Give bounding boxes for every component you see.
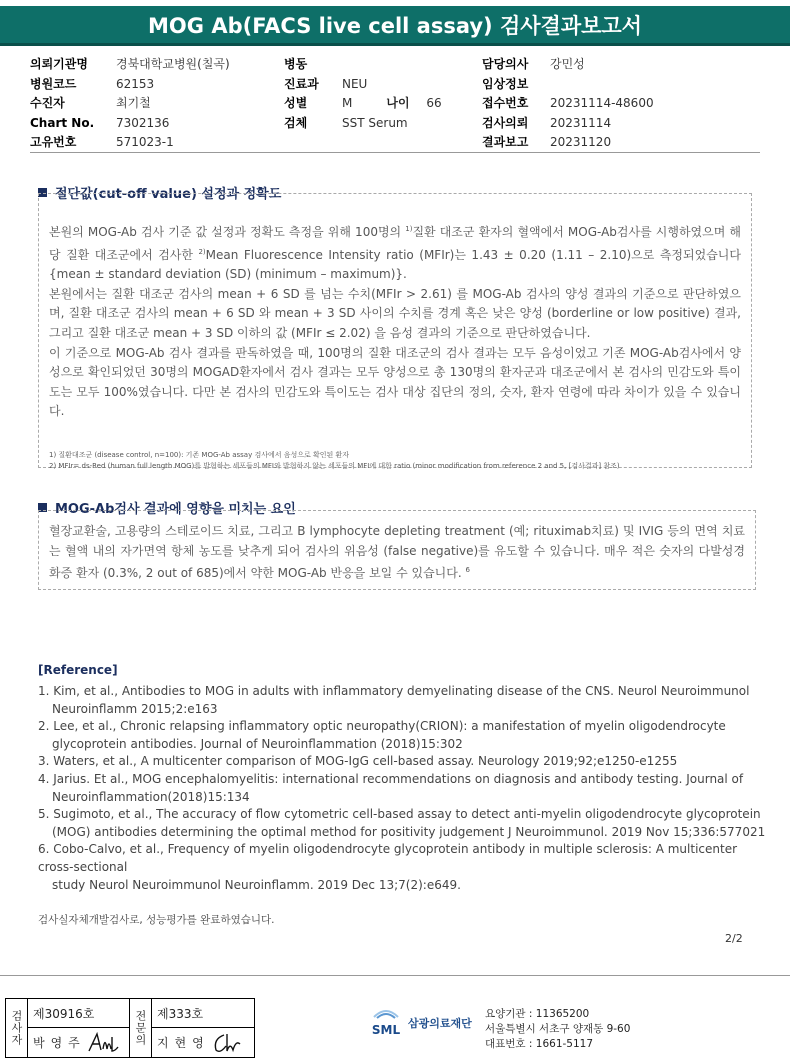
institution-info: [485, 1007, 630, 1052]
info-row-patient-name: 수진자 최기철: [30, 96, 151, 110]
divider: [30, 152, 760, 153]
section-factors-title: MOG-Ab검사 결과에 영향을 미치는 요인: [38, 498, 296, 517]
info-row-department: 진료과 NEU: [284, 76, 368, 91]
info-row-report-date: 결과보고 20231120: [482, 135, 612, 149]
tester-license-no: 제30916호: [28, 999, 129, 1028]
factors-box: [38, 510, 756, 590]
info-row-ward: 병동: [284, 57, 308, 71]
info-row-sex-age: 성별 M 나이 66: [284, 94, 442, 114]
reference-item: 1. Kim, et al., Antibodies to MOG in adults with inflammatory demyelinating disease of the CNS. Neurol Neuroimmunol Neuroinflamm 2015;2:e163: [38, 684, 750, 716]
info-row-doctor: 담당의사 강민성: [482, 57, 585, 71]
info-row-request-date: 검사의뢰 20231114: [482, 115, 612, 130]
specialist-name-cell: [152, 1028, 254, 1057]
specialist-license-no: 제333호: [152, 999, 254, 1028]
tester-name: 박영주: [33, 1036, 86, 1050]
page-number: 2/2: [725, 932, 743, 945]
institution-phone: 대표번호 : 1661-5117: [485, 1038, 594, 1050]
validation-note: 검사실자체개발검사로, 성능평가를 완료하였습니다.: [38, 914, 275, 926]
cutoff-box: [38, 193, 752, 468]
institution-code: 요양기관 : 11365200: [485, 1008, 590, 1020]
reference-item: 5. Sugimoto, et al., The accuracy of flow cytometric cell-based assay to detect anti-myelin oligodendrocyte glycoprotein (MOG) antibodies determining the optimal method for positivity judgement J Neuroimmunol. 2019 Nov 15;336:577021: [38, 807, 766, 839]
reference-item-6: 6. Cobo-Calvo, et al., Frequency of myelin oligodendrocyte glycoprotein antibody in multiple sclerosis: A multicenter cross-sectional study Neurol Neuroimmunol Neuroinflamm. 2019 Dec 13;7(2):e649.: [38, 842, 738, 892]
cutoff-paragraph-2: 본원에서는 질환 대조군 검사의 mean + 6 SD 를 넘는 수치(MFIr > 2.61) 를 MOG-Ab 검사의 양성 결과의 기준으로 판단하였으며, 질환 대조군 검사의 mean + 6 SD 와 mean + 3 SD 사이의 수치를 경계 혹은 낮은 양성 (borderline or low positive) 결과, 그리고 질환 대조군 mean + 3 SD 이하의 값 (MFIr ≤ 2.02) 을 음성 결과의 기준으로 판단하였습니다.: [49, 286, 741, 340]
patient-info-middle: [284, 55, 442, 133]
age-label: 나이: [386, 96, 410, 110]
tester-label-text: 검사자: [10, 1010, 23, 1046]
reference-item: 4. Jarius. Et al., MOG encephalomyelitis: international recommendations on diagnosis and antibody testing. Journal of Neuroinflammation(2018)15:134: [38, 771, 744, 804]
cutoff-paragraph-1: 본원의 MOG-Ab 검사 기준 값 설정과 정확도 측정을 위해 100명의 $^{1)}$질환 대조군 환자의 혈액에서 MOG-Ab검사를 시행하였으며 해당 질환 대조군에서 검사한 $^{2)}$Mean Fluorescence Intensity ratio (MFIr)는 1.43 ± 0.20 (1.11 – 2.10)으로 측정되었습니다 {mean ± standard deviation (SD) (minimum – maximum)}.: [49, 225, 741, 282]
info-row-requesting-institution: 의뢰기관명 경북대학교병원(칠곡): [30, 57, 230, 71]
specialist-signature-image: [210, 1030, 244, 1056]
patient-info-left: [30, 55, 230, 153]
specialist-name: 지현영: [157, 1036, 210, 1050]
age-value: 66: [426, 96, 442, 110]
institution-name: 삼광의료재단: [408, 1017, 472, 1030]
section-cutoff-title: 절단값(cut-off value) 설정과 정확도: [38, 183, 281, 202]
tester-column: [28, 999, 130, 1057]
reference-item: 2. Lee, et al., Chronic relapsing inflammatory optic neuropathy(CRION): a manifestation of myelin oligodendrocyte glycoprotein antibodies. Journal of Neuroinflammation (2018)15:302: [38, 719, 726, 751]
institution-address: 서울특별시 서초구 양재동 9-60: [485, 1023, 631, 1035]
footer-divider: [0, 975, 790, 976]
report-title: MOG Ab(FACS live cell assay) 검사결과보고서: [0, 6, 790, 46]
tester-name-cell: [28, 1028, 129, 1057]
sml-logo-icon: [368, 1005, 404, 1041]
info-row-receipt-no: 접수번호 20231114-48600: [482, 96, 654, 110]
footnote-2: 2) MFIr= ds-Red (human full length MOG)를 발현하는 세포들의 MFI와 발현하지 않는 세포들의 MFI에 대한 ratio (minor modification from reference 2 and 5, [검사결과] 참조): [49, 461, 620, 470]
info-row-chart-no: Chart No. 7302136: [30, 115, 170, 130]
reference-title: [Reference]: [38, 663, 118, 677]
info-row-hospital-code: 병원코드 62153: [30, 76, 155, 91]
specialist-label: [130, 999, 152, 1057]
cutoff-paragraph-3: 이 기준으로 MOG-Ab 검사 결과를 판독하였을 때, 100명의 질환 대조군의 검사 결과는 모두 음성이었고 기존 MOG-Ab검사에서 양성으로 확인되었던 30명의 MOGAD환자에서 검사 결과는 모두 양성으로 총 130명의 환자군과 대조군에서 본 검사의 민감도와 특이도는 모두 100%였습니다. 다만 본 검사의 민감도와 특이도는 검사 대상 집단의 정의, 숫자, 환자 연령에 따라 차이가 있을 수 있습니다.: [49, 345, 741, 419]
info-row-unique-id: 고유번호 571023-1: [30, 135, 174, 149]
patient-info-right: [482, 55, 654, 153]
info-row-specimen: 검체 SST Serum: [284, 115, 408, 130]
footnote-1: 1) 질환대조군 (disease control, n=100): 기존 MOG-Ab assay 검사에서 음성으로 확인된 환자: [49, 450, 350, 459]
factors-paragraph: 혈장교환술, 고용량의 스테로이드 치료, 그리고 B lymphocyte depleting treatment (예; rituximab치료) 및 IVIG 등의 면역 치료는 혈액 내의 자가면역 항체 농도를 낮추게 되어 검사의 위음성 (false negative)를 유도할 수 있습니다. 매우 적은 숫자의 다발성경화증 환자 (0.3%, 2 out of 685)에서 약한 MOG-Ab 반응을 보일 수 있습니다. $^6$: [49, 524, 745, 581]
logo-lettering: SML: [371, 1023, 401, 1037]
specialist-label-text: 전문의: [134, 1010, 147, 1046]
specialist-column: [152, 999, 254, 1057]
reference-item: 3. Waters, et al., A multicenter comparison of MOG-IgG cell-based assay. Neurology 2019;92;e1250-e1255: [38, 754, 678, 769]
tester-label: [6, 999, 28, 1057]
info-row-clinical-info: 임상정보: [482, 76, 529, 91]
sml-logo: [368, 1005, 472, 1041]
tester-signature-image: [86, 1030, 120, 1056]
reference-list: [38, 683, 768, 894]
signature-box: [5, 998, 255, 1058]
